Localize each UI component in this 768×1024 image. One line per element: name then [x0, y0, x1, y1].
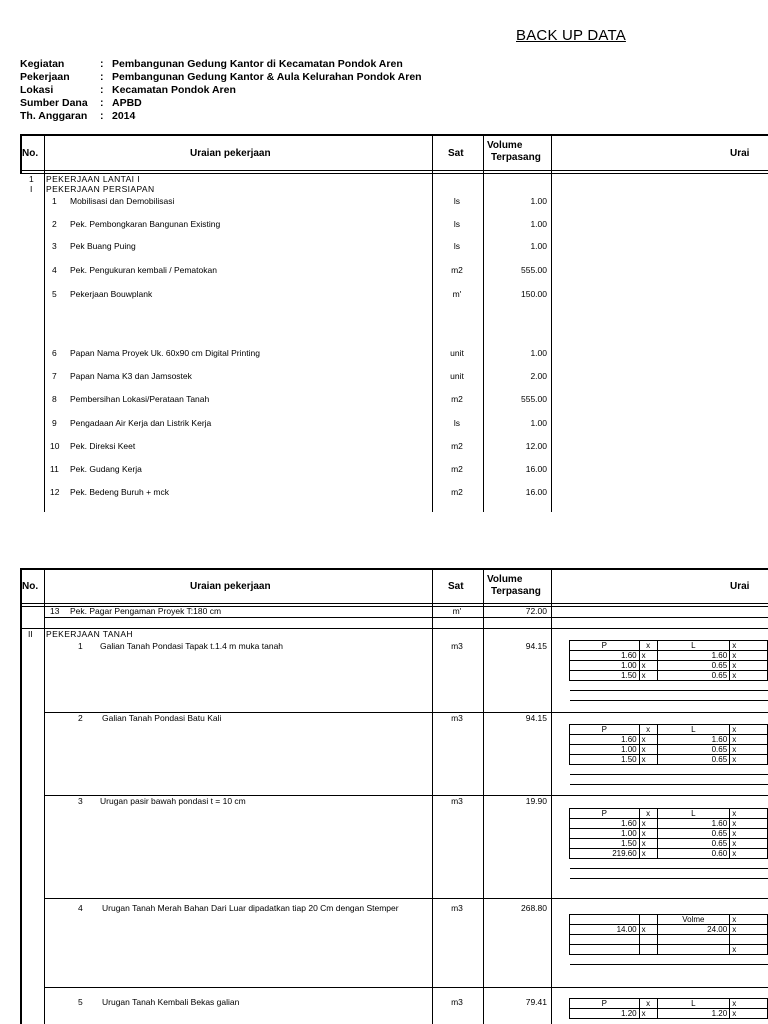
row-sat: m3	[451, 641, 463, 651]
rule	[20, 170, 768, 171]
row-vol: 1.00	[530, 241, 547, 251]
calc-value: 1.50	[570, 755, 640, 765]
calc-value: 219.60	[570, 849, 640, 859]
calc-value: 0.65	[657, 661, 730, 671]
calc-p: P	[570, 809, 640, 819]
calc-value: 0.65	[657, 839, 730, 849]
row-sat: ls	[453, 219, 461, 229]
row-no: 6	[52, 348, 57, 358]
row-vol: 19.90	[525, 796, 547, 806]
rule	[20, 568, 22, 1024]
row-sat: m3	[451, 713, 463, 723]
row-no: 3	[52, 241, 57, 251]
info-key: Pekerjaan	[20, 71, 70, 83]
info-key: Sumber Dana	[20, 97, 88, 109]
calc-value: 1.20	[570, 1009, 640, 1019]
section-no: 1	[29, 174, 34, 184]
calc-x: x	[730, 725, 768, 735]
calc-x: x	[639, 745, 657, 755]
row-desc: Galian Tanah Pondasi Batu Kali	[102, 713, 222, 723]
row-no: 2	[78, 713, 83, 723]
row-no: 4	[78, 903, 83, 913]
row-no: 1	[52, 196, 57, 206]
calc-x: x	[730, 819, 768, 829]
row-desc: Papan Nama K3 dan Jamsostek	[70, 371, 192, 381]
row-desc: Urugan Tanah Merah Bahan Dari Luar dipadatkan tiap 20 Cm dengan Stemper	[102, 903, 399, 913]
calc-l: L	[657, 999, 730, 1009]
calc-x: x	[730, 849, 768, 859]
calc-x: x	[730, 925, 768, 935]
rule	[20, 568, 768, 570]
row-sat: ls	[453, 418, 461, 428]
info-row-tahun-anggaran	[20, 110, 422, 123]
row-sat: m2	[451, 265, 463, 275]
info-row-sumber-dana	[20, 97, 422, 110]
section-no: I	[30, 184, 33, 194]
calc-value: 1.60	[570, 819, 640, 829]
calc-x: x	[730, 839, 768, 849]
row-vol: 150.00	[521, 289, 547, 299]
header-volume: Volume	[487, 140, 523, 151]
row-sat: m2	[451, 441, 463, 451]
calc-x: x	[639, 735, 657, 745]
calc-x: x	[639, 641, 657, 651]
header-no: No.	[22, 148, 39, 159]
calc-x: x	[730, 809, 768, 819]
info-row-kegiatan	[20, 58, 422, 71]
row-no: 2	[52, 219, 57, 229]
calc-l: L	[657, 641, 730, 651]
row-desc: Pekerjaan Bouwplank	[70, 289, 153, 299]
calc-value: 1.20	[657, 1009, 730, 1019]
calc-x: x	[639, 661, 657, 671]
row-vol: 16.00	[525, 487, 547, 497]
info-row-lokasi	[20, 84, 422, 97]
row-no: 12	[50, 487, 60, 497]
rule	[44, 617, 768, 618]
info-colon: :	[100, 71, 104, 83]
row-no: 11	[50, 464, 59, 474]
calc-table-3	[569, 808, 768, 879]
calc-value: 1.60	[657, 819, 730, 829]
calc-value: 1.60	[570, 735, 640, 745]
header-terpasang: Terpasang	[491, 152, 541, 163]
rule	[20, 603, 768, 604]
project-info	[20, 58, 422, 123]
row-desc: Mobilisasi dan Demobilisasi	[70, 196, 175, 206]
calc-x: x	[730, 671, 768, 681]
header-uraian: Uraian pekerjaan	[190, 148, 271, 159]
header-uraian-right: Urai	[730, 148, 750, 159]
row-no: 1	[78, 641, 83, 651]
calc-x: x	[639, 839, 657, 849]
header-sat: Sat	[448, 148, 464, 159]
row-no: 5	[78, 997, 83, 1007]
header-volume: Volume	[487, 574, 523, 585]
calc-x: x	[639, 999, 657, 1009]
row-desc: Pek. Pagar Pengaman Proyek T:180 cm	[70, 606, 222, 616]
rule	[44, 987, 768, 988]
calc-value: 0.65	[657, 671, 730, 681]
row-vol: 2.00	[530, 371, 547, 381]
calc-x: x	[639, 651, 657, 661]
row-no: 8	[52, 394, 57, 404]
row-sat: unit	[450, 371, 464, 381]
row-desc: Pek. Direksi Keet	[70, 441, 136, 451]
row-desc: Galian Tanah Pondasi Tapak t.1.4 m muka tanah	[100, 641, 284, 651]
page-title: BACK UP DATA	[516, 27, 626, 44]
row-desc: Pek. Gudang Kerja	[70, 464, 142, 474]
row-no: 9	[52, 418, 57, 428]
info-colon: :	[100, 110, 104, 122]
calc-x: x	[730, 829, 768, 839]
calc-x: x	[639, 755, 657, 765]
row-sat: m2	[451, 394, 463, 404]
row-desc: Pengadaan Air Kerja dan Listrik Kerja	[70, 418, 212, 428]
header-uraian: Uraian pekerjaan	[190, 581, 271, 592]
calc-x: x	[730, 735, 768, 745]
row-vol: 94.15	[525, 641, 547, 651]
row-sat: m3	[451, 903, 463, 913]
row-no: 10	[50, 441, 60, 451]
calc-value: 1.60	[570, 651, 640, 661]
row-vol: 16.00	[525, 464, 547, 474]
calc-value: 0.60	[657, 849, 730, 859]
header-terpasang: Terpasang	[491, 586, 541, 597]
row-vol: 1.00	[530, 348, 547, 358]
row-vol: 1.00	[530, 418, 547, 428]
calc-table-4	[569, 914, 768, 965]
calc-table-5	[569, 998, 768, 1019]
row-no: 13	[50, 606, 60, 616]
calc-value: 14.00	[570, 925, 640, 935]
row-sat: m2	[451, 464, 463, 474]
row-vol: 79.41	[525, 997, 547, 1007]
row-desc: Urugan pasir bawah pondasi t = 10 cm	[100, 796, 246, 806]
rule	[20, 134, 768, 136]
calc-p: P	[570, 641, 640, 651]
calc-p: P	[570, 725, 640, 735]
calc-l: L	[657, 809, 730, 819]
calc-value: 1.50	[570, 671, 640, 681]
row-no: 4	[52, 265, 57, 275]
row-vol: 72.00	[525, 606, 547, 616]
row-desc: Pembersihan Lokasi/Perataan Tanah	[70, 394, 210, 404]
section-title: PEKERJAAN TANAH	[46, 629, 133, 639]
row-no: 7	[52, 371, 57, 381]
row-sat: m3	[451, 796, 463, 806]
calc-value: 0.65	[657, 755, 730, 765]
calc-value: 1.00	[570, 745, 640, 755]
row-vol: 268.80	[521, 903, 547, 913]
calc-p: P	[570, 999, 640, 1009]
calc-value: 1.50	[570, 839, 640, 849]
info-key: Th. Anggaran	[20, 110, 88, 122]
row-desc: Pek Buang Puing	[70, 241, 136, 251]
calc-value: 24.00	[657, 925, 730, 935]
info-key: Kegiatan	[20, 58, 65, 70]
row-vol: 12.00	[525, 441, 547, 451]
row-vol: 1.00	[530, 219, 547, 229]
rule	[551, 134, 552, 512]
calc-x: x	[639, 819, 657, 829]
info-colon: :	[100, 58, 104, 70]
calc-x: x	[639, 849, 657, 859]
row-sat: unit	[450, 348, 464, 358]
rule	[44, 568, 45, 1024]
row-desc: Pek. Pengukuran kembali / Pematokan	[70, 265, 217, 275]
row-desc: Pek. Pembongkaran Bangunan Existing	[70, 219, 221, 229]
info-value: Pembangunan Gedung Kantor & Aula Kelurahan Pondok Aren	[112, 71, 422, 83]
header-sat: Sat	[448, 581, 464, 592]
rule	[551, 568, 552, 1024]
row-sat: m2	[451, 487, 463, 497]
row-sat: m'	[452, 289, 462, 299]
calc-x: x	[639, 725, 657, 735]
row-vol: 94.15	[525, 713, 547, 723]
rule	[483, 134, 484, 512]
calc-x: x	[639, 1009, 657, 1019]
calc-value: 0.65	[657, 829, 730, 839]
row-sat: ls	[453, 241, 461, 251]
calc-l: L	[657, 725, 730, 735]
calc-x: x	[639, 809, 657, 819]
info-value: Pembangunan Gedung Kantor di Kecamatan Pondok Aren	[112, 58, 403, 70]
rule	[44, 898, 768, 899]
row-vol: 1.00	[530, 196, 547, 206]
calc-x: x	[730, 745, 768, 755]
row-no: 3	[78, 796, 83, 806]
info-colon: :	[100, 84, 104, 96]
calc-x: x	[730, 999, 768, 1009]
row-sat: ls	[453, 196, 461, 206]
row-no: 5	[52, 289, 57, 299]
calc-value: 1.60	[657, 651, 730, 661]
calc-table-2	[569, 724, 768, 785]
info-row-pekerjaan	[20, 71, 422, 84]
calc-x: x	[730, 915, 768, 925]
header-no: No.	[22, 581, 39, 592]
calc-x: x	[639, 925, 657, 935]
calc-x: x	[730, 755, 768, 765]
calc-table-1	[569, 640, 768, 701]
info-value: 2014	[112, 110, 136, 122]
row-vol: 555.00	[521, 394, 547, 404]
header-uraian-right: Urai	[730, 581, 750, 592]
row-sat: m3	[451, 997, 463, 1007]
info-value: APBD	[112, 97, 142, 109]
row-desc: Pek. Bedeng Buruh + mck	[70, 487, 169, 497]
calc-x: x	[639, 671, 657, 681]
calc-x: x	[730, 1009, 768, 1019]
rule	[432, 134, 433, 512]
info-value: Kecamatan Pondok Aren	[112, 84, 236, 96]
info-key: Lokasi	[20, 84, 54, 96]
row-desc: Urugan Tanah Kembali Bekas galian	[102, 997, 240, 1007]
calc-value: 1.00	[570, 661, 640, 671]
calc-value: 0.65	[657, 745, 730, 755]
row-sat: m'	[452, 606, 462, 616]
section-title: PEKERJAAN PERSIAPAN	[46, 184, 155, 194]
calc-value: 1.00	[570, 829, 640, 839]
row-vol: 555.00	[521, 265, 547, 275]
calc-volme: Volme	[657, 915, 730, 925]
calc-value: 1.60	[657, 735, 730, 745]
calc-x: x	[730, 651, 768, 661]
info-colon: :	[100, 97, 104, 109]
row-desc: Papan Nama Proyek Uk. 60x90 cm Digital Printing	[70, 348, 260, 358]
calc-x: x	[639, 829, 657, 839]
section-no: II	[28, 629, 33, 639]
calc-x: x	[730, 661, 768, 671]
section-title: PEKERJAAN LANTAI I	[46, 174, 140, 184]
calc-x: x	[730, 945, 768, 955]
calc-x: x	[730, 641, 768, 651]
rule	[44, 134, 45, 512]
